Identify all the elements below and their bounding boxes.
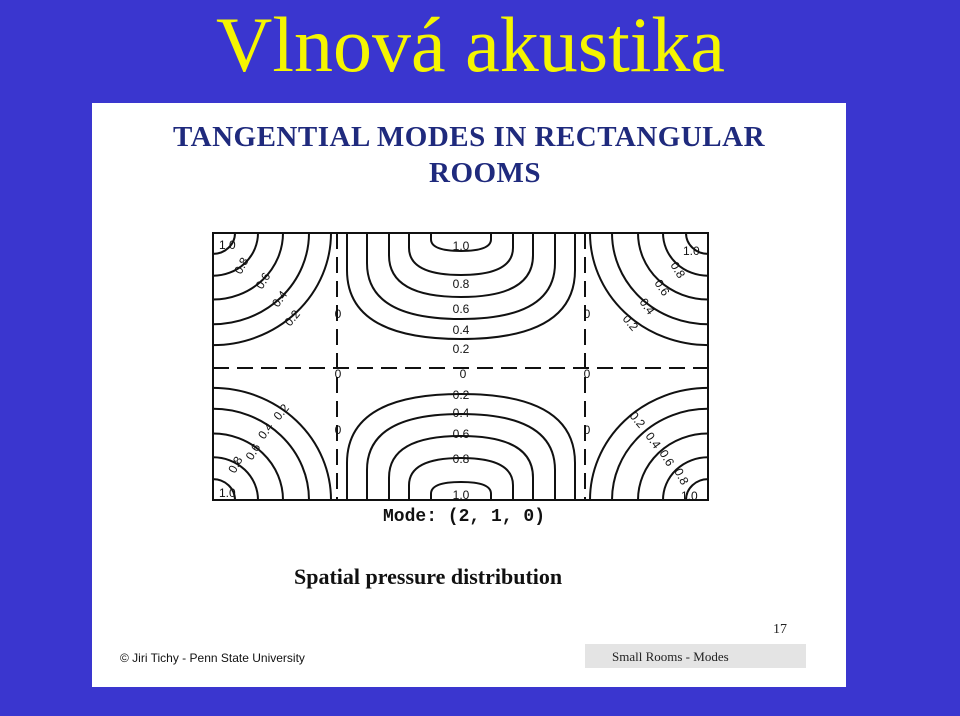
spatial-pressure-caption: Spatial pressure distribution	[294, 564, 563, 589]
label-top-2: 0.8	[452, 277, 470, 291]
corner-br-label-5: 1.0	[681, 489, 698, 503]
corner-bl-label-2: 0.4	[255, 420, 277, 442]
corner-bl-label-1: 0.2	[270, 401, 293, 423]
corner-tl-label-5: 0.2	[281, 307, 304, 329]
contour-bl-5	[213, 388, 331, 500]
corner-tr-label-3: 0.6	[651, 276, 673, 299]
label-zero-center: 0	[459, 367, 467, 381]
label-top-1: 1.0	[452, 239, 470, 253]
corner-bl-label-4: 0.8	[225, 454, 246, 476]
corner-br-label-4: 0.8	[671, 465, 692, 488]
label-bottom-4: 0.8	[452, 452, 470, 466]
label-bottom-2: 0.4	[452, 406, 470, 420]
label-bottom-1: 0.2	[452, 388, 470, 402]
corner-tl-label-1: 1.0	[219, 238, 236, 252]
corner-bl-label-5: 1.0	[219, 486, 236, 500]
label-top-4: 0.4	[452, 323, 470, 337]
label-top-3: 0.6	[452, 302, 470, 316]
corner-tl-label-2: 0.8	[231, 255, 252, 277]
label-zero-left-upper: 0	[334, 307, 342, 321]
page-number: 17	[773, 622, 787, 637]
corner-tr-label-2: 0.8	[667, 259, 689, 281]
corner-tr-label-1: 1.0	[683, 244, 700, 258]
diagram-title-line1: TANGENTIAL MODES IN RECTANGULAR	[172, 121, 766, 153]
label-zero-left: 0	[334, 367, 342, 381]
mode-caption: Mode: (2, 1, 0)	[383, 507, 546, 527]
label-zero-left-lower: 0	[334, 423, 342, 437]
footer-section-box	[585, 644, 806, 668]
label-zero-right-upper: 0	[583, 307, 591, 321]
label-zero-right: 0	[583, 367, 591, 381]
corner-tr-label-5: 0.2	[619, 311, 642, 334]
label-top-5: 0.2	[452, 342, 470, 356]
diagram-title-line2: ROOMS	[429, 157, 542, 189]
label-zero-right-lower: 0	[583, 423, 591, 437]
footer-section-label: Small Rooms - Modes	[612, 649, 729, 664]
slide-title: Vlnová akustika	[216, 1, 726, 88]
corner-bl-label-3: 0.6	[242, 441, 264, 463]
mode-pattern-diagram	[92, 103, 846, 523]
corner-br-label-1: 0.2	[626, 408, 649, 431]
diagram-panel	[92, 103, 846, 687]
corner-br-label-2: 0.4	[642, 429, 664, 452]
corner-tr-label-4: 0.4	[636, 295, 658, 318]
corner-br-label-3: 0.6	[656, 447, 678, 469]
corner-tl-label-4: 0.4	[269, 288, 291, 310]
corner-tl-label-3: 0.6	[252, 270, 274, 292]
label-bottom-5: 1.0	[452, 488, 470, 502]
copyright-text: © Jiri Tichy - Penn State University	[120, 651, 305, 665]
label-bottom-3: 0.6	[452, 427, 470, 441]
